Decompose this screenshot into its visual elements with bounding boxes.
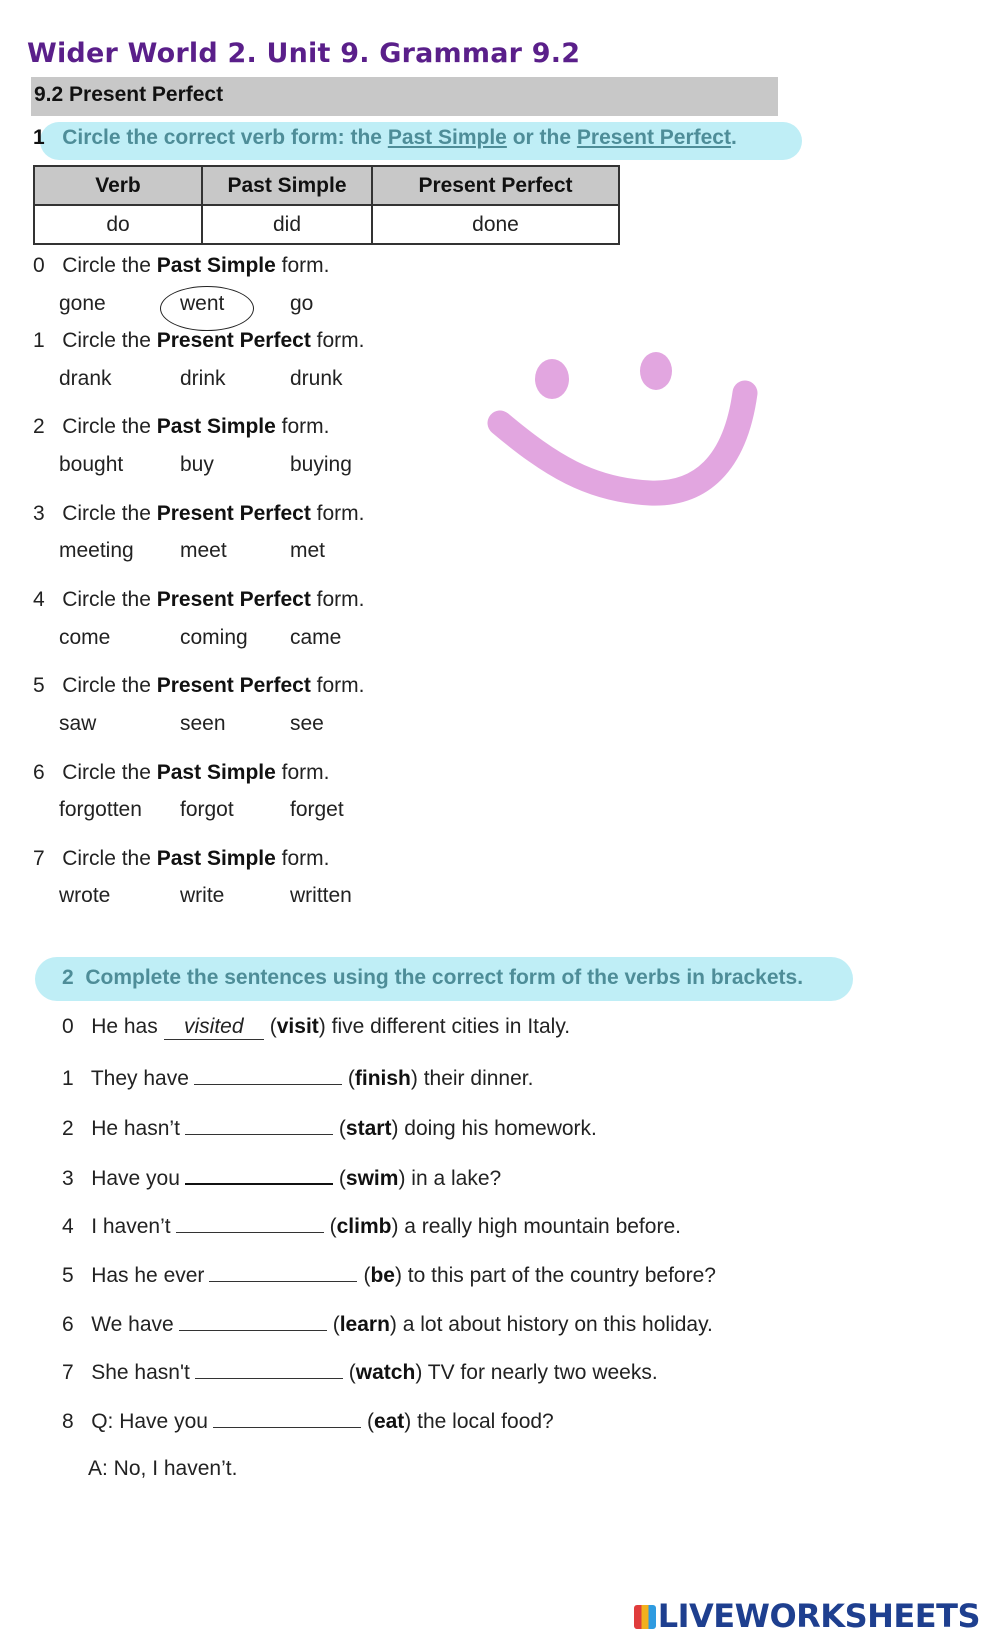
smiley-eye-left xyxy=(535,359,569,399)
option-0c[interactable]: go xyxy=(290,292,314,315)
option-1a[interactable]: drank xyxy=(59,367,112,390)
table-header: Present Perfect xyxy=(372,166,619,205)
verb-hint: finish xyxy=(354,1067,411,1090)
option-3a[interactable]: meeting xyxy=(59,539,134,562)
sentence-start: Has he ever xyxy=(91,1264,205,1287)
smiley-eye-right xyxy=(640,352,672,390)
instruction-end: . xyxy=(730,126,737,149)
option-3b[interactable]: meet xyxy=(180,539,227,562)
option-1b[interactable]: drink xyxy=(180,367,226,390)
verb-hint: eat xyxy=(373,1410,405,1433)
sentence-item: 5 Has he ever (be) to this part of the country before? xyxy=(62,1261,716,1288)
liveworksheets-logo xyxy=(634,1597,980,1635)
option-5a[interactable]: saw xyxy=(59,712,97,735)
target-form: Present Perfect xyxy=(156,329,311,352)
sentence-number: 8 xyxy=(62,1410,74,1433)
answer-blank[interactable] xyxy=(194,1064,342,1085)
exercise-1-instruction xyxy=(33,126,737,150)
answer-blank[interactable] xyxy=(213,1407,361,1428)
table-cell: do xyxy=(34,205,202,244)
option-6c[interactable]: forget xyxy=(290,798,344,821)
option-4a[interactable]: come xyxy=(59,626,111,649)
sentence-end: doing his homework. xyxy=(404,1117,597,1140)
question-prompt xyxy=(33,674,365,698)
term-past-simple: Past Simple xyxy=(387,126,507,149)
answer-blank[interactable] xyxy=(185,1163,333,1185)
option-7c[interactable]: written xyxy=(290,884,352,907)
option-0a[interactable]: gone xyxy=(59,292,106,315)
sentence-item: 8 Q: Have you (eat) the local food? xyxy=(62,1407,554,1434)
sentence-end: to this part of the country before? xyxy=(407,1264,716,1287)
prompt-text: form. xyxy=(316,502,365,525)
sentence-start: They have xyxy=(90,1067,189,1090)
sentence-start: We have xyxy=(91,1313,174,1336)
verb-hint: learn xyxy=(339,1313,390,1336)
prompt-text: form. xyxy=(281,761,330,784)
sentence-end: five different cities in Italy. xyxy=(331,1015,571,1038)
prompt-text: form. xyxy=(316,674,365,697)
sentence-number: 5 xyxy=(62,1264,74,1287)
question-prompt xyxy=(33,588,365,612)
table-cell: done xyxy=(372,205,619,244)
sentence-item: 1 They have (finish) their dinner. xyxy=(62,1064,533,1091)
sentence-end: their dinner. xyxy=(423,1067,534,1090)
sentence-end: a really high mountain before. xyxy=(404,1215,681,1238)
sentence-start: Have you xyxy=(91,1167,180,1190)
verb-hint: climb xyxy=(336,1215,392,1238)
question-number: 2 xyxy=(33,415,45,438)
option-5b[interactable]: seen xyxy=(180,712,226,735)
sentence-number: 4 xyxy=(62,1215,74,1238)
prompt-text: form. xyxy=(281,254,330,277)
sentence-number: 6 xyxy=(62,1313,74,1336)
table-header: Verb xyxy=(34,166,202,205)
table-header-row xyxy=(34,166,619,205)
sentence-item: 4 I haven’t (climb) a really high mountain before. xyxy=(62,1212,681,1239)
smiley-mouth xyxy=(500,393,745,493)
prompt-text: Circle the xyxy=(62,674,151,697)
instruction-text: or the xyxy=(512,126,572,149)
example-answer: visited xyxy=(164,1015,264,1040)
sentence-end: the local food? xyxy=(417,1410,554,1433)
prompt-text: Circle the xyxy=(62,588,151,611)
target-form: Present Perfect xyxy=(156,674,311,697)
sentence-start: I haven’t xyxy=(91,1215,171,1238)
question-number: 1 xyxy=(33,329,45,352)
verb-hint: be xyxy=(370,1264,395,1287)
question-number: 3 xyxy=(33,502,45,525)
table-header: Past Simple xyxy=(202,166,372,205)
option-6b[interactable]: forgot xyxy=(180,798,234,821)
verb-hint: start xyxy=(345,1117,392,1140)
option-6a[interactable]: forgotten xyxy=(59,798,142,821)
question-prompt xyxy=(33,847,330,871)
prompt-text: Circle the xyxy=(62,254,151,277)
question-number: 0 xyxy=(33,254,45,277)
verb-forms-table xyxy=(33,165,620,245)
target-form: Present Perfect xyxy=(156,502,311,525)
question-number: 5 xyxy=(33,674,45,697)
target-form: Past Simple xyxy=(156,761,276,784)
option-2a[interactable]: bought xyxy=(59,453,124,476)
page-title: Wider World 2. Unit 9. Grammar 9.2 xyxy=(27,38,581,69)
option-2b[interactable]: buy xyxy=(180,453,214,476)
answer-blank[interactable] xyxy=(185,1114,333,1135)
sentence-end: a lot about history on this holiday. xyxy=(402,1313,713,1336)
question-prompt xyxy=(33,502,365,526)
sentence-start: She hasn't xyxy=(91,1361,190,1384)
section-header xyxy=(31,77,778,116)
sentence-item: 3 Have you (swim) in a lake? xyxy=(62,1163,501,1191)
verb-hint: visit xyxy=(276,1015,319,1038)
option-1c[interactable]: drunk xyxy=(290,367,343,390)
option-7a[interactable]: wrote xyxy=(59,884,111,907)
instruction-text: Complete the sentences using the correct form of the verbs in brackets. xyxy=(85,966,804,989)
answer-blank[interactable] xyxy=(179,1310,327,1331)
prompt-text: form. xyxy=(281,415,330,438)
verb-hint: watch xyxy=(355,1361,416,1384)
logo-text: LIVEWORKSHEETS xyxy=(657,1597,980,1635)
prompt-text: Circle the xyxy=(62,329,151,352)
question-number: 7 xyxy=(33,847,45,870)
answer-reply: A: No, I haven’t. xyxy=(88,1457,238,1480)
option-7b[interactable]: write xyxy=(180,884,225,907)
answer-blank[interactable] xyxy=(209,1261,357,1282)
table-cell: did xyxy=(202,205,372,244)
answer-blank[interactable] xyxy=(176,1212,324,1233)
target-form: Past Simple xyxy=(156,847,276,870)
sentence-number: 7 xyxy=(62,1361,74,1384)
option-3c[interactable]: met xyxy=(290,539,326,562)
target-form: Past Simple xyxy=(156,254,276,277)
prompt-text: Circle the xyxy=(62,761,151,784)
sentence-item: 7 She hasn't (watch) TV for nearly two weeks. xyxy=(62,1358,658,1385)
option-5c[interactable]: see xyxy=(290,712,324,735)
prompt-text: form. xyxy=(316,588,365,611)
question-prompt xyxy=(33,761,330,785)
option-2c[interactable]: buying xyxy=(290,453,352,476)
sentence-item: 6 We have (learn) a lot about history on this holiday. xyxy=(62,1310,713,1337)
prompt-text: form. xyxy=(316,329,365,352)
option-0b[interactable]: went xyxy=(180,292,225,315)
instruction-text: Circle the correct verb form: the xyxy=(62,126,382,149)
question-prompt xyxy=(33,415,330,439)
exercise-number: 2 xyxy=(62,966,74,989)
exercise-2-instruction xyxy=(62,966,803,990)
answer-circle xyxy=(160,286,254,331)
exercise-number: 1 xyxy=(33,126,45,149)
example-sentence: 0 He has visited (visit) five different cities in Italy. xyxy=(62,1015,571,1038)
answer-blank[interactable] xyxy=(195,1358,343,1379)
section-title: 9.2 Present Perfect xyxy=(34,83,224,106)
target-form: Past Simple xyxy=(156,415,276,438)
prompt-text: Circle the xyxy=(62,502,151,525)
sentence-start: He has xyxy=(91,1015,158,1038)
verb-hint: swim xyxy=(345,1167,399,1190)
sentence-start: He hasn’t xyxy=(91,1117,180,1140)
table-row xyxy=(34,205,619,244)
term-present-perfect: Present Perfect xyxy=(576,126,731,149)
question-number: 6 xyxy=(33,761,45,784)
logo-mark-icon xyxy=(634,1605,656,1629)
sentence-end: in a lake? xyxy=(411,1167,502,1190)
sentence-number: 3 xyxy=(62,1167,74,1190)
prompt-text: form. xyxy=(281,847,330,870)
question-prompt xyxy=(33,329,365,353)
option-4b[interactable]: coming xyxy=(180,626,248,649)
sentence-start: Q: Have you xyxy=(91,1410,208,1433)
sentence-end: TV for nearly two weeks. xyxy=(427,1361,658,1384)
smiley-drawing xyxy=(480,345,780,520)
option-4c[interactable]: came xyxy=(290,626,342,649)
question-number: 4 xyxy=(33,588,45,611)
sentence-number: 1 xyxy=(62,1067,74,1090)
target-form: Present Perfect xyxy=(156,588,311,611)
sentence-number: 2 xyxy=(62,1117,74,1140)
sentence-number: 0 xyxy=(62,1015,74,1038)
question-prompt xyxy=(33,254,330,278)
sentence-item: 2 He hasn’t (start) doing his homework. xyxy=(62,1114,597,1141)
prompt-text: Circle the xyxy=(62,847,151,870)
prompt-text: Circle the xyxy=(62,415,151,438)
